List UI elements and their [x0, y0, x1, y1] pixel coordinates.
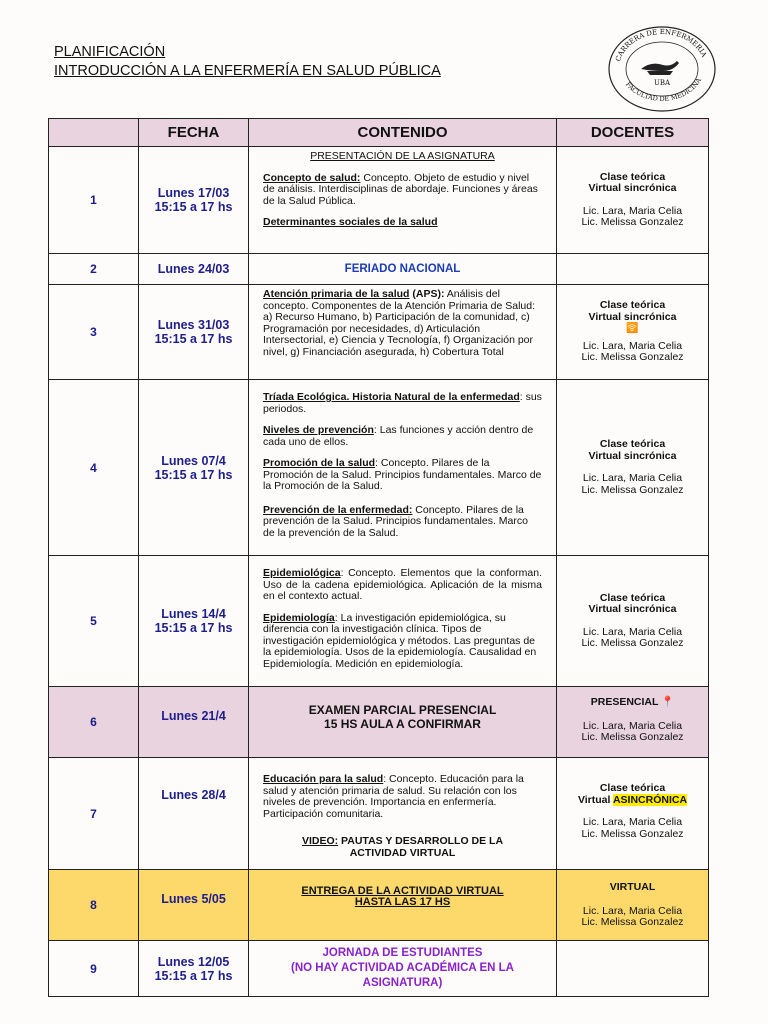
document-header: [54, 43, 441, 81]
date-time: 15:15 a 17 hs: [154, 968, 233, 983]
class-mode: Virtual sincrónica: [588, 449, 677, 462]
row-number: 8: [49, 870, 139, 941]
asynchronous-highlight: ASINCRÓNICA: [612, 793, 688, 806]
teacher-name: Lic. Lara, Maria Celia: [582, 472, 683, 484]
student-day-note: (NO HAY ACTIVIDAD ACADÉMICA EN LA ASIGNATURA): [291, 962, 514, 989]
content-body: : Las funciones y acción dentro de cada uno de ellos.: [263, 424, 534, 448]
content-topic: Tríada Ecológica. Historia Natural de la enfermedad: [263, 391, 520, 403]
table-row-exam: [49, 687, 709, 758]
table-row: [49, 941, 709, 997]
content-topic: Promoción de la salud: [263, 457, 376, 469]
teacher-name: Lic. Lara, Maria Celia: [582, 904, 683, 917]
row-teachers: [557, 870, 709, 941]
date-day: Lunes 14/4: [161, 607, 226, 621]
date-day: Lunes 24/03: [157, 262, 230, 276]
university-seal-logo: [607, 25, 717, 113]
content-topic: Epidemiológica: [263, 567, 341, 579]
header-cell-date: FECHA: [139, 119, 249, 147]
table-row: [49, 254, 709, 285]
class-mode: Virtual sincrónica: [588, 603, 677, 615]
class-type: Clase teórica: [599, 299, 666, 312]
class-mode: Virtual sincrónica: [588, 182, 677, 194]
header-title: PLANIFICACIÓN: [54, 44, 166, 60]
row-content: [249, 941, 557, 997]
row-teachers: [557, 147, 709, 254]
content-topic: Atención primaria de la salud: [263, 288, 410, 300]
row-number: 4: [49, 380, 139, 556]
row-content: [249, 285, 557, 380]
content-paragraph: [263, 173, 542, 208]
content-body: : Concepto. Elementos que la conforman. Uso de la cadena epidemiológica. Aplicación de la misma en el contexto actual.: [263, 567, 542, 602]
content-body: : sus periodos.: [263, 391, 542, 415]
row-number: 2: [49, 254, 139, 285]
table-row: [49, 556, 709, 687]
table-row: [49, 147, 709, 254]
class-type: Clase teórica: [599, 438, 666, 450]
exam-title: EXAMEN PARCIAL PRESENCIAL: [308, 703, 497, 717]
header-cell-teachers: DOCENTES: [557, 119, 709, 147]
table-row: [49, 380, 709, 556]
date-day: Lunes 21/4: [161, 709, 226, 723]
row-content: [249, 758, 557, 870]
teacher-name: Lic. Melissa Gonzalez: [581, 827, 684, 840]
content-topic: Determinantes sociales de la salud: [263, 216, 438, 228]
row-content: [249, 380, 557, 556]
date-time: 15:15 a 17 hs: [154, 200, 233, 214]
class-type: Clase teórica: [599, 782, 666, 794]
row-date: [139, 254, 249, 285]
header-cell-number: [49, 119, 139, 147]
teacher-name: Lic. Lara, Maria Celia: [582, 816, 683, 828]
content-topic-abbr: (APS):: [409, 288, 445, 300]
row-teachers: [557, 380, 709, 556]
date-time: 15:15 a 17 hs: [154, 467, 233, 482]
date-day: Lunes 28/4: [161, 788, 226, 802]
content-paragraph: [263, 217, 542, 229]
row-content: [249, 147, 557, 254]
row-content: [249, 556, 557, 687]
video-note: [263, 836, 542, 859]
row-number: 9: [49, 941, 139, 997]
svg-text:FACULTAD DE MEDICINA: FACULTAD DE MEDICINA: [623, 76, 704, 103]
content-topic: Concepto de salud:: [263, 171, 361, 184]
svg-text:UBA: UBA: [653, 79, 671, 87]
content-body: Análisis del concepto. Componentes de la Atención Primaria de Salud: a) Recurso Humano, b) Participación de la comunidad, c) Programación por necesidades, d) Articulación Intersectorial, e) Ciencia y Tecnología, f) Organización por nivel, g) Financiación asegurada, h) Cobertura Total: [263, 288, 536, 358]
date-day: Lunes 12/05: [157, 954, 230, 969]
content-body: : Concepto. Educación para la salud y atención primaria de salud. Su relación con los niveles de prevención. Importancia en enfermería. Participación comunitaria.: [263, 773, 524, 820]
content-paragraph: [263, 505, 542, 540]
content-topic: Educación para la salud: [263, 773, 384, 785]
content-paragraph: [263, 568, 542, 603]
row-teachers: [557, 758, 709, 870]
teacher-name: Lic. Lara, Maria Celia: [582, 339, 683, 352]
date-day: Lunes 5/05: [161, 892, 226, 906]
student-day-title: JORNADA DE ESTUDIANTES: [322, 947, 483, 959]
content-title: PRESENTACIÓN DE LA ASIGNATURA: [310, 150, 495, 162]
content-paragraph: [263, 613, 542, 671]
date-day: Lunes 17/03: [157, 186, 230, 200]
row-date: [139, 380, 249, 556]
table-row: [49, 758, 709, 870]
row-date: [139, 147, 249, 254]
row-teachers: [557, 687, 709, 758]
content-topic: Prevención de la enfermedad:: [263, 503, 413, 516]
class-type-label: PRESENCIAL: [590, 696, 659, 708]
row-content: [249, 870, 557, 941]
content-paragraph: [263, 458, 542, 493]
content-paragraph: [263, 392, 542, 415]
teacher-name: Lic. Melissa Gonzalez: [581, 916, 684, 928]
row-date: [139, 556, 249, 687]
teacher-name: Lic. Melissa Gonzalez: [581, 216, 684, 228]
class-type: VIRTUAL: [609, 881, 656, 893]
class-mode: Virtual sincrónica: [588, 310, 677, 323]
teacher-name: Lic. Lara, Maria Celia: [582, 625, 683, 638]
content-body: Concepto. Objeto de estudio y nivel de análisis. Interdisciplinas de abordaje. Funciones y áreas de la Salud Pública.: [263, 171, 538, 207]
row-number: 7: [49, 758, 139, 870]
content-body: Concepto. Pilares de la prevención de la Salud. Principios fundamentales. Marco de la prevención de la Salud.: [263, 503, 528, 539]
date-day: Lunes 31/03: [157, 318, 230, 332]
row-teachers: [557, 254, 709, 285]
teacher-name: Lic. Melissa Gonzalez: [581, 483, 684, 496]
teacher-name: Lic. Melissa Gonzalez: [581, 351, 684, 364]
content-topic: Epidemiología: [263, 611, 335, 624]
row-date: [139, 870, 249, 941]
teacher-name: Lic. Lara, Maria Celia: [582, 719, 683, 732]
pin-icon: 📍: [661, 696, 675, 708]
content-body: : Concepto. Pilares de la Promoción de la Salud. Principios fundamentales. Marco de la Promoción de la Salud.: [263, 457, 542, 492]
header-cell-content: CONTENIDO: [249, 119, 557, 147]
row-number: 1: [49, 147, 139, 254]
delivery-title: ENTREGA DE LA ACTIVIDAD VIRTUAL: [301, 885, 504, 897]
class-type: Clase teórica: [599, 591, 666, 604]
date-time: 15:15 a 17 hs: [154, 621, 233, 635]
teacher-name: Lic. Melissa Gonzalez: [581, 731, 684, 743]
content-topic: Niveles de prevención: [263, 424, 374, 436]
video-label: VIDEO:: [301, 835, 339, 847]
delivery-deadline: HASTA LAS 17 HS: [354, 896, 451, 908]
row-number: 5: [49, 556, 139, 687]
row-number: 3: [49, 285, 139, 380]
row-date: [139, 941, 249, 997]
exam-details: 15 HS AULA A CONFIRMAR: [324, 717, 481, 731]
teacher-name: Lic. Melissa Gonzalez: [581, 637, 684, 649]
content-body: : La investigación epidemiológica, su diferencia con la investigación clínica. Tipos de investigación epidemiológica y métodos. Las preguntas de la epidemiología. Usos de la epidemiología. Causalidad en Epidemiología. Medición en epidemiología.: [263, 611, 537, 670]
row-date: [139, 758, 249, 870]
table-row-delivery: [49, 870, 709, 941]
content-paragraph: [263, 425, 542, 448]
row-teachers: [557, 556, 709, 687]
date-day: Lunes 07/4: [161, 453, 226, 468]
table-row: [49, 285, 709, 380]
svg-text:CARRERA DE ENFERMERIA: CARRERA DE ENFERMERIA: [614, 27, 709, 63]
row-date: [139, 687, 249, 758]
row-teachers: [557, 941, 709, 997]
schedule-table: [48, 118, 709, 997]
row-date: [139, 285, 249, 380]
wifi-icon: 🛜: [626, 323, 639, 335]
teacher-name: Lic. Lara, Maria Celia: [582, 204, 683, 217]
content-paragraph: [263, 774, 542, 820]
row-content: [249, 687, 557, 758]
content-paragraph: [263, 289, 542, 358]
holiday-label: FERIADO NACIONAL: [249, 254, 557, 285]
class-mode-label: Virtual: [577, 793, 613, 806]
table-header-row: [49, 119, 709, 147]
row-teachers: [557, 285, 709, 380]
video-text: PAUTAS Y DESARROLLO DE LA ACTIVIDAD VIRTUAL: [338, 835, 504, 859]
class-mode: [557, 795, 708, 807]
date-time: 15:15 a 17 hs: [154, 332, 233, 346]
class-type: [557, 697, 708, 709]
header-subtitle: INTRODUCCIÓN A LA ENFERMERÍA EN SALUD PÚBLICA: [54, 63, 441, 79]
class-type: Clase teórica: [599, 170, 666, 183]
row-number: 6: [49, 687, 139, 758]
